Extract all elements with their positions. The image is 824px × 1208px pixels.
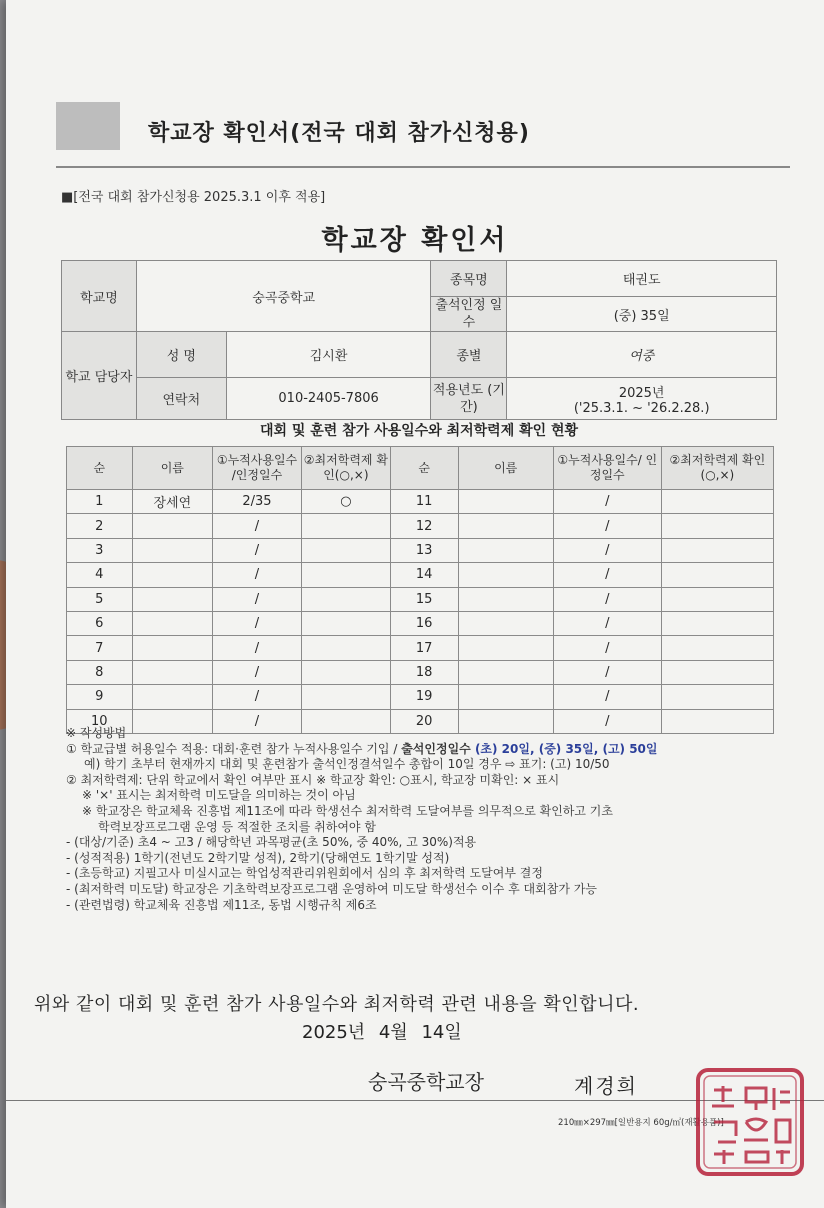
- school-label: 학교명: [62, 261, 137, 332]
- days-used: /: [553, 587, 661, 611]
- sport-value: 태권도: [507, 261, 777, 297]
- row-number: 5: [67, 587, 133, 611]
- usage-table: [66, 446, 774, 734]
- note-1: [66, 742, 796, 758]
- note-3: ※ '×' 표시는 최저학력 미도달을 의미하는 것이 아님: [82, 788, 356, 803]
- note-10: - (관련법령) 학교체육 진흥법 제11조, 동법 시행규칙 제6조: [66, 897, 377, 912]
- note-2: ② 최저학력제: 단위 학교에서 확인 여부만 표시 ※ 학교장 확인: ○표시, 학교장 미확인: × 표시: [66, 772, 560, 787]
- col-days: ①누적사용일수 /인정일수: [213, 447, 302, 490]
- header-block: [56, 102, 120, 150]
- row-number: 19: [390, 685, 458, 709]
- note-9: - (최저학력 미도달) 학교장은 기초학력보장프로그램 운영하여 미도달 학생선수 이수 후 대회참가 가능: [66, 881, 597, 896]
- table-row: [67, 514, 774, 538]
- table-row: [67, 660, 774, 684]
- table-row: [67, 490, 774, 514]
- instructions: [66, 726, 796, 913]
- row-number: 2: [67, 514, 133, 538]
- achievement-check: [661, 563, 773, 587]
- achievement-check: [661, 685, 773, 709]
- row-number: 3: [67, 538, 133, 562]
- student-name: [132, 611, 212, 635]
- note-1-bold: 출석인정일수: [401, 741, 475, 756]
- achievement-check: [661, 587, 773, 611]
- year-label: 적용년도 (기간): [431, 378, 507, 420]
- days-used: /: [553, 660, 661, 684]
- school-name: 숭곡중학교: [136, 261, 431, 332]
- row-number: 13: [390, 538, 458, 562]
- days-used: /: [553, 490, 661, 514]
- principal-name: 계경희: [574, 1074, 638, 1098]
- student-name: [132, 538, 212, 562]
- achievement-check: [301, 636, 390, 660]
- student-name: [458, 685, 553, 709]
- confirmation-statement: 위와 같이 대회 및 훈련 참가 사용일수와 최저학력 관련 내용을 확인합니다.: [34, 994, 640, 1015]
- col-check-right: ②최저학력제 확인(○,×): [661, 447, 773, 490]
- student-name: [132, 514, 212, 538]
- gender-label: 종별: [431, 332, 507, 378]
- row-number: 6: [67, 611, 133, 635]
- note-6: - (대상/기준) 초4 ~ 고3 / 해당학년 과목평균(초 50%, 중 40%, 고 30%)적용: [66, 835, 477, 850]
- gender-value: 여중: [507, 332, 777, 378]
- days-used: /: [213, 514, 302, 538]
- achievement-check: [301, 611, 390, 635]
- student-name: 장세연: [132, 490, 212, 514]
- achievement-check: [661, 538, 773, 562]
- row-number: 4: [67, 563, 133, 587]
- row-number: 8: [67, 660, 133, 684]
- table-row: [67, 611, 774, 635]
- col-name: 이름: [132, 447, 212, 490]
- achievement-check: [661, 636, 773, 660]
- issue-date: 2025년 4월 14일: [302, 1022, 462, 1043]
- header-title: 학교장 확인서(전국 대회 참가신청용): [148, 121, 530, 146]
- name-label: 성 명: [136, 332, 226, 378]
- row-number: 20: [390, 709, 458, 733]
- achievement-check: [661, 514, 773, 538]
- student-name: [132, 563, 212, 587]
- note-1-example: 예) 학기 초부터 현재까지 대회 및 훈련참가 출석인정결석일수 총합이 10일 경우 ⇨ 표기: (고) 10/50: [84, 757, 610, 772]
- note-1-highlight: (초) 20일, (중) 35일, (고) 50일: [474, 741, 658, 756]
- student-name: [132, 660, 212, 684]
- student-name: [458, 514, 553, 538]
- col-name-right: 이름: [458, 447, 553, 490]
- achievement-check: ○: [301, 490, 390, 514]
- achievement-check: [661, 660, 773, 684]
- student-name: [458, 636, 553, 660]
- note-5: 학력보장프로그램 운영 등 적절한 조치를 취하여야 함: [98, 819, 376, 834]
- student-name: [458, 490, 553, 514]
- year-period: ('25.3.1. ~ '26.2.28.): [573, 400, 710, 416]
- attend-value: (중) 35일: [507, 297, 777, 332]
- note-1-text: ① 학교급별 허용일수 적용: 대회·훈련 참가 누적사용일수 기입 /: [66, 741, 402, 756]
- contact-label: 연락처: [136, 378, 226, 420]
- note-4: ※ 학교장은 학교체육 진흥법 제11조에 따라 학생선수 최저학력 도달여부를 의무적으로 확인하고 기초: [82, 803, 613, 818]
- year-cell: [507, 378, 777, 420]
- table-row: [67, 538, 774, 562]
- row-number: 14: [390, 563, 458, 587]
- row-number: 11: [390, 490, 458, 514]
- applicability-notice: ■[전국 대회 참가신청용 2025.3.1 이후 적용]: [61, 190, 326, 205]
- days-used: /: [213, 636, 302, 660]
- row-number: 15: [390, 587, 458, 611]
- student-name: [458, 538, 553, 562]
- header-rule: [56, 166, 790, 168]
- table-row: [67, 685, 774, 709]
- row-number: 17: [390, 636, 458, 660]
- contact-value: 010-2405-7806: [226, 378, 431, 420]
- days-used: /: [213, 563, 302, 587]
- achievement-check: [301, 587, 390, 611]
- days-used: /: [213, 685, 302, 709]
- achievement-check: [301, 660, 390, 684]
- days-used: /: [213, 709, 302, 733]
- row-number: 1: [67, 490, 133, 514]
- days-used: /: [553, 563, 661, 587]
- section-title: 대회 및 훈련 참가 사용일수와 최저학력제 확인 현황: [259, 423, 579, 439]
- student-name: [458, 587, 553, 611]
- achievement-check: [661, 611, 773, 635]
- official-seal: [694, 1066, 806, 1178]
- student-name: [132, 636, 212, 660]
- achievement-check: [661, 490, 773, 514]
- student-name: [132, 685, 212, 709]
- achievement-check: [301, 538, 390, 562]
- col-no-right: 순: [390, 447, 458, 490]
- attend-label: 출석인정 일수: [431, 297, 507, 332]
- days-used: /: [213, 587, 302, 611]
- document-title: 학교장 확인서: [321, 225, 509, 256]
- achievement-check: [301, 514, 390, 538]
- days-used: 2/35: [213, 490, 302, 514]
- row-number: 16: [390, 611, 458, 635]
- row-number: 12: [390, 514, 458, 538]
- achievement-check: [301, 563, 390, 587]
- row-number: 9: [67, 685, 133, 709]
- days-used: /: [553, 538, 661, 562]
- table-row: [67, 636, 774, 660]
- col-check: ②최저학력제 확인(○,×): [301, 447, 390, 490]
- table-row: [67, 563, 774, 587]
- sport-label: 종목명: [431, 261, 507, 297]
- document-page: [6, 0, 824, 1208]
- table-row: [67, 587, 774, 611]
- info-table: [61, 260, 777, 420]
- notes-heading: ※ 작성방법: [66, 726, 127, 740]
- achievement-check: [301, 685, 390, 709]
- student-name: [458, 563, 553, 587]
- days-used: /: [213, 660, 302, 684]
- student-name: [132, 587, 212, 611]
- row-number: 10: [67, 709, 133, 733]
- row-number: 7: [67, 636, 133, 660]
- days-used: /: [553, 636, 661, 660]
- school-principal-title: 숭곡중학교장: [368, 1070, 484, 1094]
- days-used: /: [553, 709, 661, 733]
- days-used: /: [553, 685, 661, 709]
- row-number: 18: [390, 660, 458, 684]
- teacher-label: 학교 담당자: [62, 332, 137, 420]
- year-value: 2025년: [618, 385, 665, 401]
- teacher-name: 김시환: [226, 332, 431, 378]
- note-7: - (성적적용) 1학기(전년도 2학기말 성적), 2학기(당해연도 1학기말 성적): [66, 850, 450, 865]
- days-used: /: [213, 538, 302, 562]
- note-8: - (초등학교) 지필고사 미실시교는 학업성적관리위원회에서 심의 후 최저학력 도달여부 결정: [66, 866, 543, 881]
- days-used: /: [553, 514, 661, 538]
- paper-size-note: 210㎜×297㎜[일반용지 60g/㎡(재활용품)]: [558, 1118, 724, 1128]
- days-used: /: [213, 611, 302, 635]
- student-name: [458, 611, 553, 635]
- days-used: /: [553, 611, 661, 635]
- col-no: 순: [67, 447, 133, 490]
- student-name: [458, 660, 553, 684]
- col-days-right: ①누적사용일수/ 인정일수: [553, 447, 661, 490]
